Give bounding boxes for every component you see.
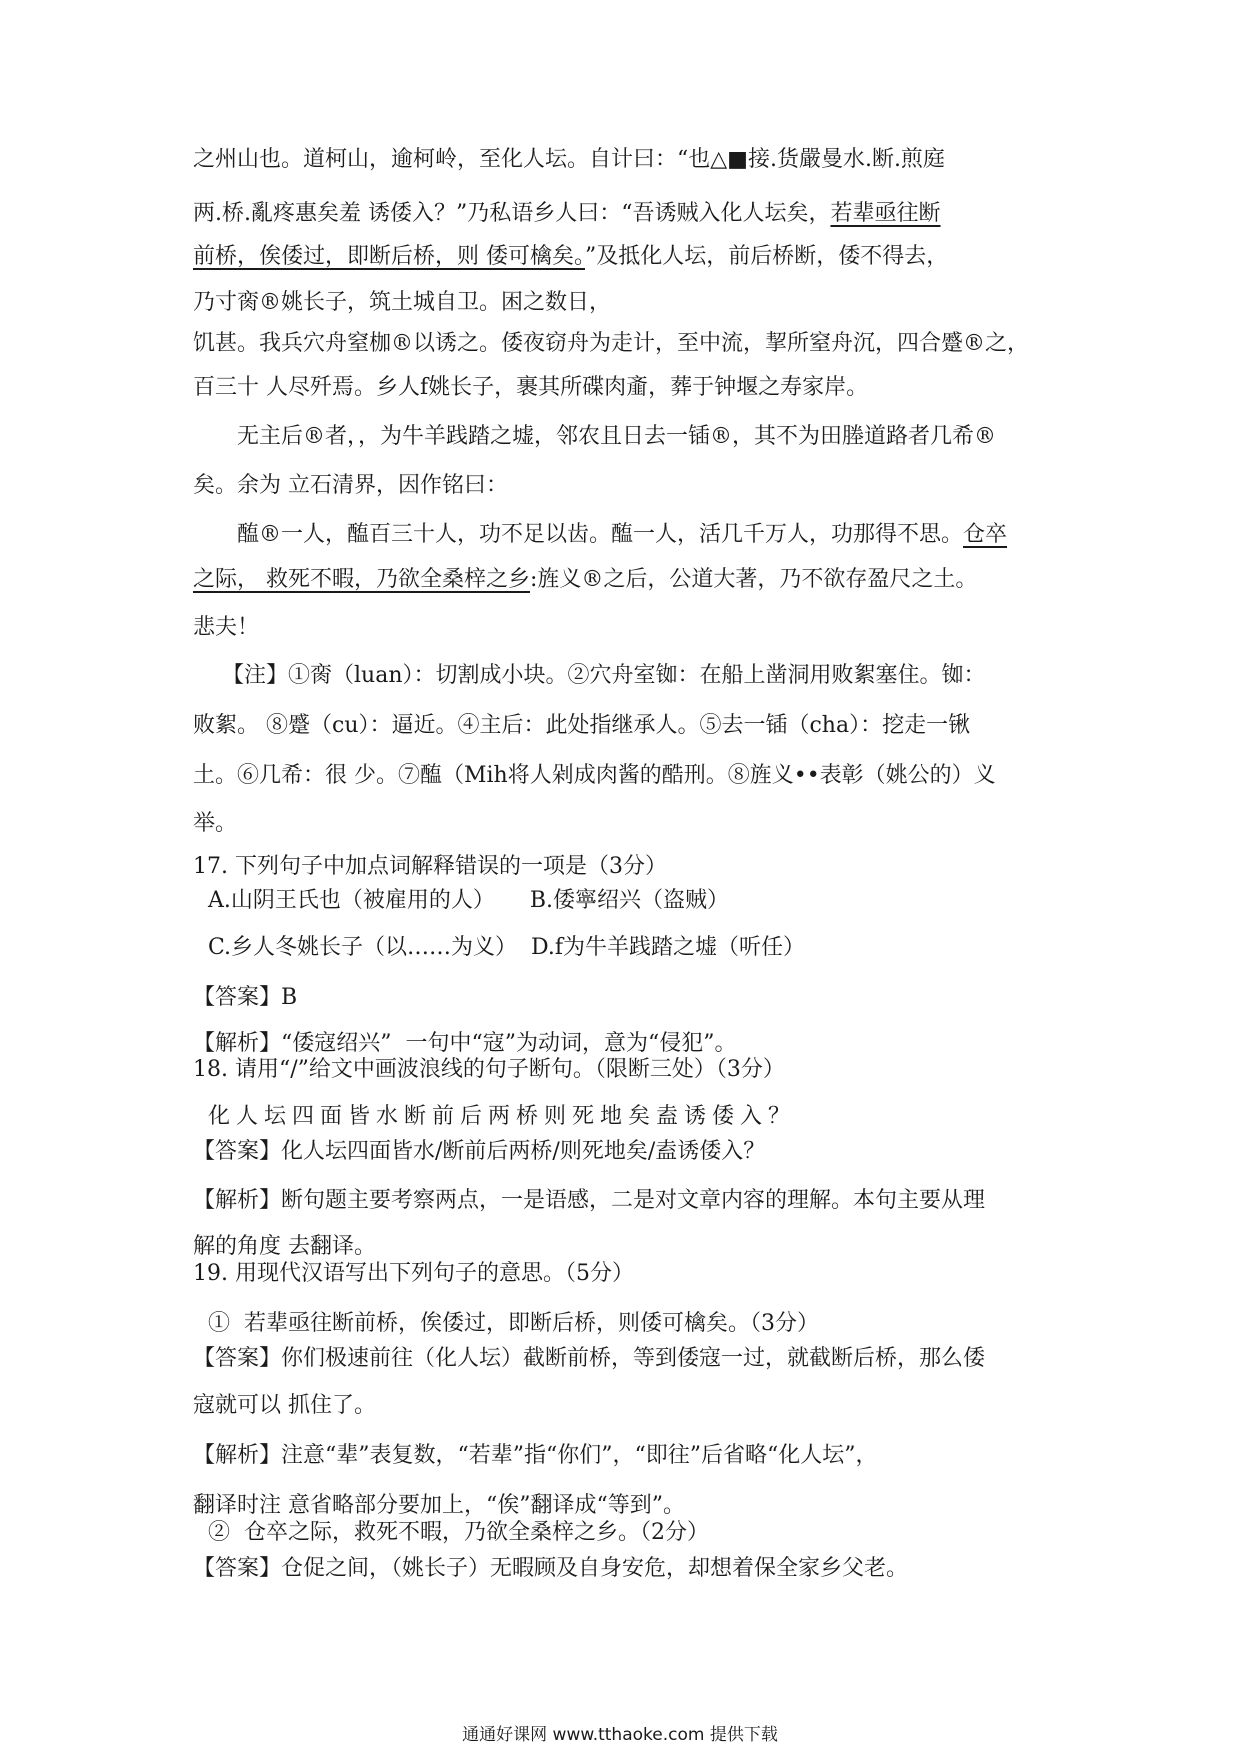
- underlined-text: 若辈亟往断: [830, 201, 941, 226]
- underlined-text: 之际， 救死不暇，乃欲全桑梓之乡: [193, 567, 530, 592]
- page-footer: 通通好课网 www.tthaoke.com 提供下载: [462, 1725, 778, 1745]
- question-19-item-1: ① 若辈亟往断前桥，俟倭过，即断后桥，则倭可檎矣。（3分）: [208, 1311, 819, 1336]
- note-line: 败絮。 ⑧蹙（cu）：逼近。④主后：此处指继承人。⑤去一锸（cha）：挖走一锹: [193, 713, 971, 738]
- question-17-analysis: 【解析】“倭寇绍兴” 一句中“寇”为动词，意为“侵犯”。: [193, 1031, 737, 1056]
- passage-text: 两.桥.亂疼惠矣羞 诱倭入？”乃私语乡人曰：“吾诱贼入化人坛矣，: [193, 201, 831, 226]
- question-19-answer-1: 寇就可以 抓住了。: [193, 1393, 376, 1418]
- passage-line: 之州山也。道柯山，逾柯岭，至化人坛。自计曰：“也△■接.货嚴曼水.断.煎庭: [193, 147, 945, 172]
- note-line: 土。⑥几希：很 少。⑦醢（Mih将人剁成肉酱的酷刑。⑧旌义••表彰（姚公的）义: [193, 763, 996, 788]
- passage-line: [193, 200, 941, 228]
- passage-line: 无主后®者，，为牛羊践踏之墟，邻农且日去一锸®，其不为田塍道路者几希®: [237, 424, 997, 449]
- question-19-item-2: ② 仓卒之际，救死不暇，乃欲全桑梓之乡。（2分）: [208, 1520, 709, 1545]
- passage-line: 百三十 人尽歼焉。乡人f姚长子，裹其所碟肉齑，葬于钟堰之寿家岸。: [193, 375, 869, 400]
- underlined-text: 前桥，俟倭过，即断后桥，则 倭可檎矣。: [193, 244, 585, 269]
- question-19-analysis-1: 翻译时注 意省略部分要加上，“俟”翻译成“等到”。: [193, 1493, 685, 1518]
- passage-line: [193, 566, 977, 594]
- question-19-answer-2: 【答案】仓促之间，（姚长子）无暇顾及自身安危，却想着保全家乡父老。: [193, 1556, 909, 1581]
- question-18-sentence: 化人坛四面皆水断前后两桥则死地矣盍诱倭入？: [208, 1104, 797, 1129]
- question-18-answer: 【答案】化人坛四面皆水/断前后两桥/则死地矣/盍诱倭入？: [193, 1139, 766, 1164]
- passage-line: [193, 243, 948, 271]
- passage-line: 悲夫！: [193, 615, 260, 640]
- passage-text: ”及抵化人坛，前后桥断，倭不得去，: [585, 244, 949, 269]
- passage-line: [237, 521, 1007, 549]
- question-17-options-ab: A.山阴王氏也（被雇用的人） B.倭寧绍兴（盗贼）: [208, 888, 730, 913]
- underlined-text: 仓卒: [963, 522, 1008, 547]
- question-17-options-cd: C.乡人冬姚长子（以……为义） D.f为牛羊践踏之墟（听任）: [208, 935, 806, 960]
- question-19-analysis-1: 【解析】注意“辈”表复数，“若辈”指“你们”，“即往”后省略“化人坛”，: [193, 1443, 878, 1468]
- note-line: 举。: [193, 811, 238, 836]
- passage-text: 醢®一人，醢百三十人，功不足以齿。醢一人，活几千万人，功那得不思。: [237, 522, 964, 547]
- passage-line: 矣。余为 立石清界，因作铭曰：: [193, 473, 508, 498]
- question-19-answer-1: 【答案】你们极速前往（化人坛）截断前桥，等到倭寇一过，就截断后桥，那么倭: [193, 1346, 986, 1371]
- question-19-stem: 19. 用现代汉语写出下列句子的意思。（5分）: [193, 1261, 634, 1286]
- question-17-stem: 17. 下列句子中加点词解释错误的一项是（3分）: [193, 854, 667, 879]
- question-18-analysis: 解的角度 去翻译。: [193, 1234, 376, 1259]
- question-18-stem: 18. 请用“/”给文中画波浪线的句子断句。（限断三处）（3分）: [193, 1057, 785, 1082]
- note-line: 【注】①脔（luan）：切割成小块。②穴舟室铷：在船上凿洞用败絮塞住。铷：: [222, 663, 986, 688]
- question-18-analysis: 【解析】断句题主要考察两点，一是语感，二是对文章内容的理解。本句主要从理: [193, 1188, 986, 1213]
- passage-text: :旌义®之后，公道大著，乃不欲存盈尺之土。: [530, 567, 978, 592]
- passage-line: 乃寸脔®姚长子，筑土城自卫。困之数日，: [193, 290, 612, 315]
- passage-line: 饥甚。我兵穴舟窒枷®以诱之。倭夜窃舟为走计，至中流，挈所窒舟沉，四合蹙®之，: [193, 331, 1030, 356]
- question-17-answer: 【答案】B: [193, 985, 298, 1010]
